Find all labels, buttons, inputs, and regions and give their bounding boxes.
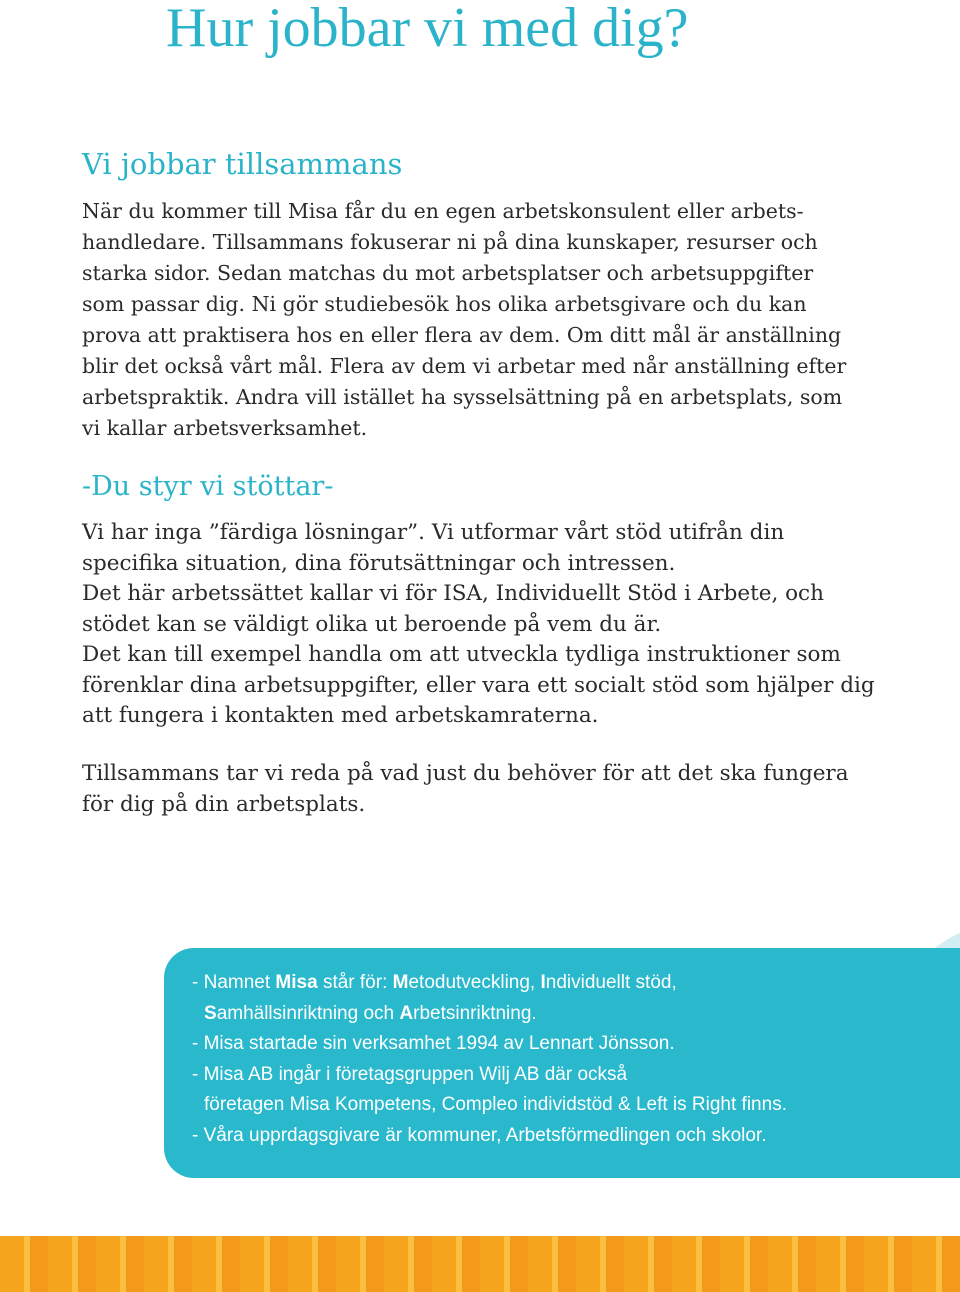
text-line: Vi har inga ”färdiga lösningar”. Vi utformar vårt stöd utifrån din [82,520,785,545]
section-body-you-steer [82,518,875,732]
text-line: Tillsammans tar vi reda på vad just du behöver för att det ska fungera [82,761,849,786]
text-line: Det här arbetssättet kallar vi för ISA, Individuellt Stöd i Arbete, och [82,581,824,606]
orange-footer-bar [0,1236,960,1292]
section-heading-you-steer: -Du styr vi stöttar- [82,471,334,502]
section-heading-together: Vi jobbar tillsammans [82,147,403,181]
text-line: vi kallar arbetsverksamhet. [82,416,368,440]
info-fragment: står för: [317,972,393,993]
info-initial: A [399,1002,414,1024]
info-initial: I [540,972,546,993]
info-line-started: - Misa startade sin verksamhet 1994 av Lennart Jönsson. [192,1033,675,1054]
info-line-group: - Misa AB ingår i företagsgruppen Wilj AB där också [192,1063,628,1085]
text-line: att fungera i kontakten med arbetskamraterna. [82,703,599,728]
text-line: prova att praktisera hos en eller flera av dem. Om ditt mål är anställning [82,323,842,347]
closing-paragraph [82,759,849,820]
info-box-text [192,968,787,1151]
info-fragment: - Namnet [192,972,276,993]
info-initial: S [204,1002,217,1024]
text-line: stödet kan se väldigt olika ut beroende på vem du är. [82,611,662,637]
text-line: handledare. Tillsammans fokuserar ni på dina kunskaper, resurser och [82,230,818,254]
text-line: arbetspraktik. Andra vill istället ha sysselsättning på en arbetsplats, som [82,385,843,409]
text-line: starka sidor. Sedan matchas du mot arbetsplatser och arbetsuppgifter [82,261,814,285]
info-line-name [192,968,787,999]
info-line-clients: - Våra upprdagsgivare är kommuner, Arbetsförmedlingen och skolor. [192,1124,767,1146]
info-fragment: rbetsinriktning. [413,1002,537,1024]
info-line-companies: företagen Misa Kompetens, Compleo individstöd & Left is Right finns. [204,1094,787,1115]
text-line: Det kan till exempel handla om att utveckla tydliga instruktioner som [82,642,841,667]
text-line: för dig på din arbetsplats. [82,791,366,817]
info-line-name-cont [192,999,787,1030]
text-line: När du kommer till Misa får du en egen arbetskonsulent eller arbets- [82,199,804,223]
info-brand-name: Misa [275,972,318,993]
info-fragment: ndividuellt stöd, [545,972,677,993]
info-fragment: amhällsinriktning och [216,1002,400,1024]
page-title: Hur jobbar vi med dig? [166,0,689,59]
info-initial: M [392,972,409,993]
text-line: blir det också vårt mål. Flera av dem vi arbetar med når anställning efter [82,354,847,378]
text-line: som passar dig. Ni gör studiebesök hos olika arbetsgivare och du kan [82,292,807,316]
section-body-together [82,196,846,444]
text-line: specifika situation, dina förutsättningar och intressen. [82,550,676,576]
text-line: förenklar dina arbetsuppgifter, eller vara ett socialt stöd som hjälper dig [82,672,875,698]
info-fragment: etodutveckling, [408,972,541,993]
